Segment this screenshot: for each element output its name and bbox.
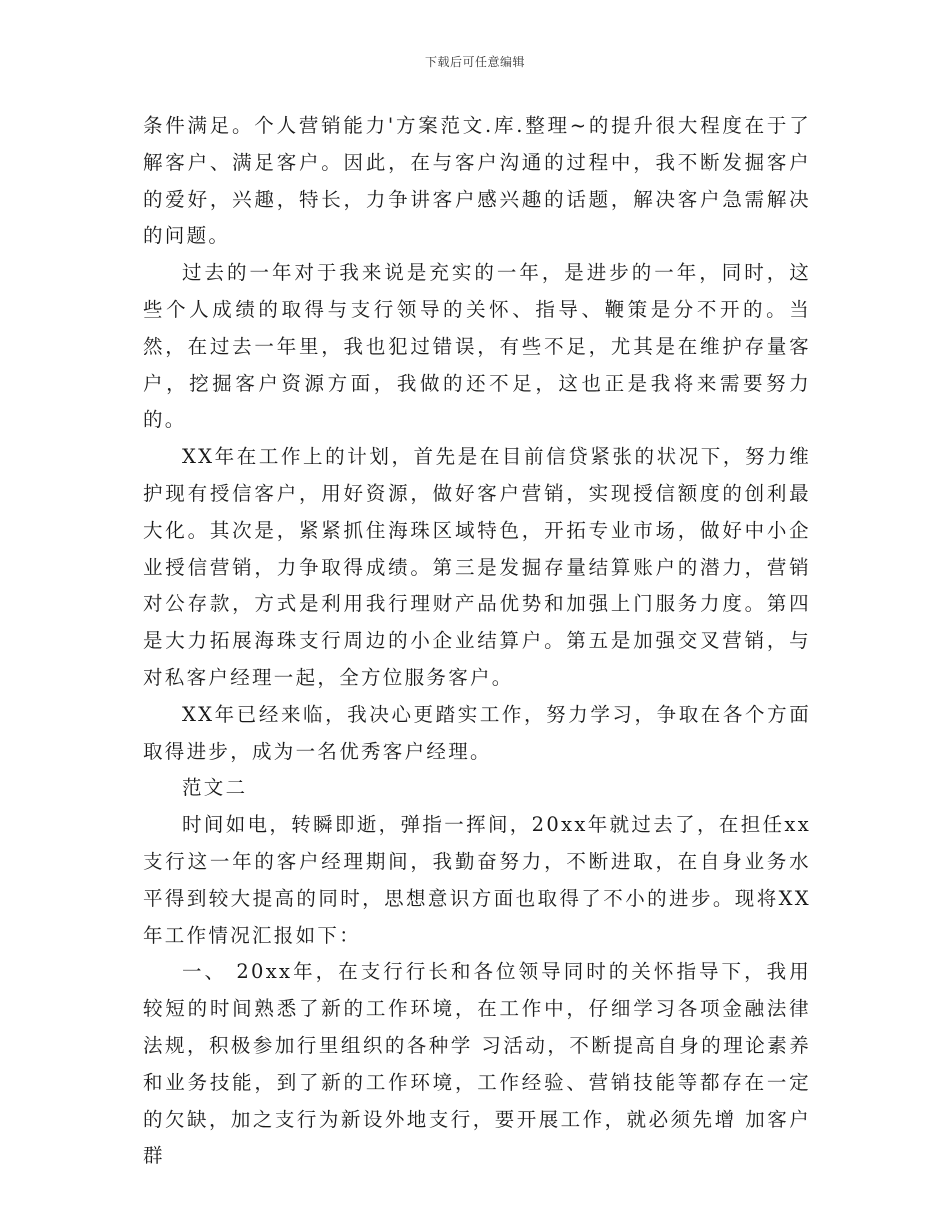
paragraph-4: XX年已经来临，我决心更踏实工作，努力学习，争取在各个方面取得进步，成为一名优秀客户经理。	[143, 702, 811, 763]
document-body	[143, 108, 811, 1175]
paragraph-6: 一、 20xx年，在支行行长和各位领导同时的关怀指导下，我用较短的时间熟悉了新的工作环境，在工作中，仔细学习各项金融法律法规，积极参加行里组织的各种学 习活动，不断提高自身的理论素养和业务技能，到了新的工作环境，工作经验、营销技能等都存在一定的欠缺，加之支行为新设外地支行，要开展工作，就必须先增 加客户群	[143, 960, 811, 1168]
paragraph-1: 条件满足。个人营销能力'方案范文.库.整理~的提升很大程度在于了解客户、满足客户。因此，在与客户沟通的过程中，我不断发掘客户的爱好，兴趣，特长，力争讲客户感兴趣的话题，解决客户急需解决的问题。	[143, 114, 811, 248]
paragraph-2: 过去的一年对于我来说是充实的一年，是进步的一年，同时，这些个人成绩的取得与支行领导的关怀、指导、鞭策是分不开的。当然，在过去一年里，我也犯过错误，有些不足，尤其是在维护存量客户，挖掘客户资源方面，我做的还不足，这也正是我将来需要努力的。	[143, 261, 811, 432]
section-heading: 范文二	[182, 776, 248, 800]
paragraph-3: XX年在工作上的计划，首先是在目前信贷紧张的状况下，努力维护现有授信客户，用好资源，做好客户营销，实现授信额度的创利最大化。其次是，紧紧抓住海珠区域特色，开拓专业市场，做好中小企业授信营销，力争取得成绩。第三是发掘存量结算账户的潜力，营销对公存款，方式是利用我行理财产品优势和加强上门服务力度。第四是大力拓展海珠支行周边的小企业结算户。第五是加强交叉营销，与对私客户经理一起，全方位服务客户。	[143, 445, 811, 689]
page-header: 下载后可任意编辑	[424, 55, 525, 69]
paragraph-5: 时间如电，转瞬即逝，弹指一挥间，20xx年就过去了，在担任xx支行这一年的客户经理期间，我勤奋努力，不断进取，在自身业务水平得到较大提高的同时，思想意识方面也取得了不小的进步。现将XX年工作情况汇报如下：	[143, 813, 811, 947]
